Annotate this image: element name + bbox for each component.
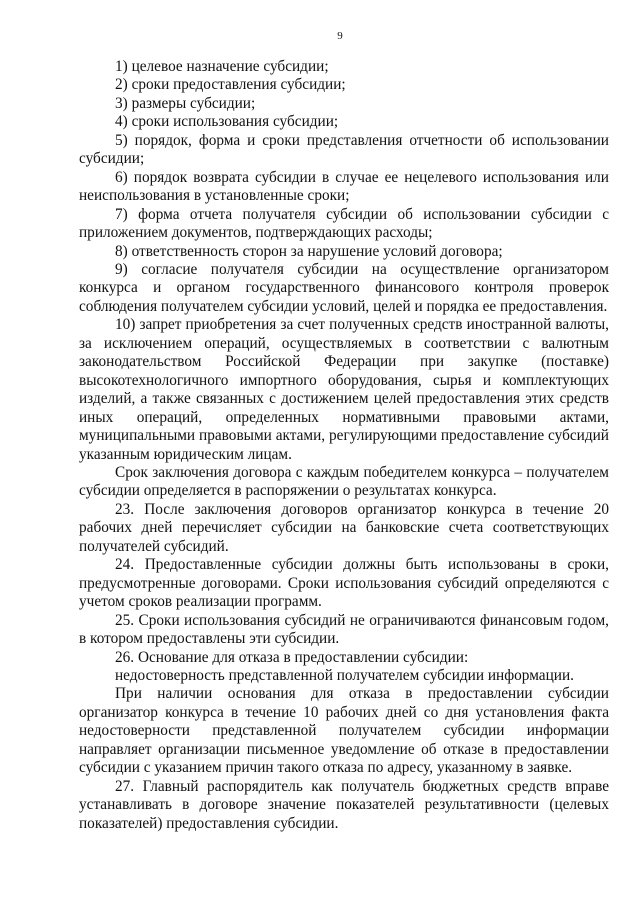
list-item-8: 8) ответственность сторон за нарушение условий договора; [115, 242, 503, 260]
refusal-procedure-paragraph: При наличии основания для отказа в предоставлении субсидии организатор конкурса в течение 10 рабочих дней со дня установления факта недостоверности представленной получателем субсидии информации направляет организации письменное уведомление об отказе в предоставлении субсидии с указанием причин такого отказа по адресу, указанному в заявке. [79, 685, 609, 777]
list-item-9: 9) согласие получателя субсидии на осуществление организатором конкурса и органом государственного финансового контроля проверок соблюдения получателем субсидии условий, целей и порядка ее предоставления. [79, 260, 609, 315]
clause-24: 24. Предоставленные субсидии должны быть использованы в сроки, предусмотренные договорами. Сроки использования субсидий определяются с учетом сроков реализации программ. [79, 556, 609, 611]
list-item-10: 10) запрет приобретения за счет полученных средств иностранной валюты, за исключением операций, осуществляемых в соответствии с валютным законодательством Российской Федерации при закупке (поставке) высокотехнологичного импортного оборудования, сырья и комплектующих изделий, а также связанных с достижением целей предоставления этих средств иных операций, определенных нормативными правовыми актами, муниципальными правовыми актами, регулирующими предоставление субсидий указанным юридическим лицам. [79, 316, 609, 463]
list-item-4: 4) сроки использования субсидии; [115, 113, 339, 131]
list-item-3: 3) размеры субсидии; [115, 94, 256, 112]
list-item-6: 6) порядок возврата субсидии в случае ее нецелевого использования или неиспользования в установленные сроки; [79, 168, 609, 205]
list-item-1: 1) целевое назначение субсидии; [115, 58, 329, 75]
clause-27: 27. Главный распорядитель как получатель бюджетных средств вправе устанавливать в договоре значение показателей результативности (целевых показателей) предоставления субсидии. [79, 777, 609, 832]
list-item-7: 7) форма отчета получателя субсидии об использовании субсидии с приложением документов, подтверждающих расходы; [79, 205, 609, 242]
refusal-ground: недостоверность представленной получателем субсидии информации. [115, 666, 574, 684]
page-number: 9 [337, 30, 343, 42]
list-item-5: 5) порядок, форма и сроки представления отчетности об использовании субсидии; [79, 131, 609, 168]
document-body [79, 58, 609, 833]
contract-term-paragraph: Срок заключения договора с каждым победителем конкурса – получателем субсидии определяется в распоряжении о результатах конкурса. [79, 463, 609, 500]
list-item-2: 2) сроки предоставления субсидии; [115, 76, 346, 94]
clause-26: 26. Основание для отказа в предоставлении субсидии: [115, 648, 469, 666]
clause-25: 25. Сроки использования субсидий не ограничиваются финансовым годом, в котором предоставлены эти субсидии. [79, 611, 609, 648]
clause-23: 23. После заключения договоров организатор конкурса в течение 20 рабочих дней перечисляет субсидии на банковские счета соответствующих получателей субсидий. [79, 500, 609, 555]
